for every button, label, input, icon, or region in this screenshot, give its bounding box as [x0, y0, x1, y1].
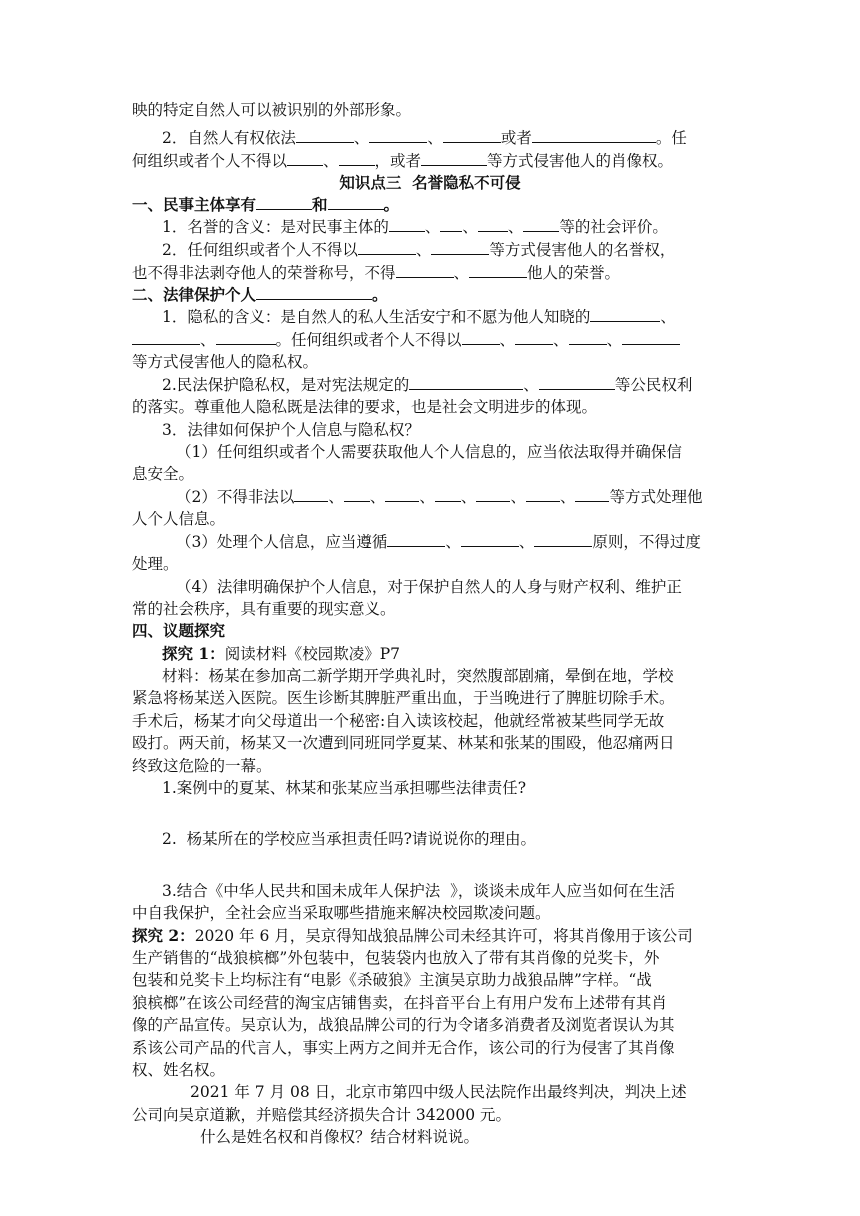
- text-line: （4）法律明确保护个人信息，对于保护自然人的人身与财产权利、维护正: [176, 578, 682, 596]
- text-line: 探究 1：阅读材料《校园欺凌》P7: [162, 644, 400, 663]
- text-line: 处理。: [132, 555, 179, 573]
- text-line: 紧急将杨某送入医院。医生诊断其脾脏严重出血，于当晚进行了脾脏切除手术。: [132, 689, 675, 707]
- text-line: 3．法律如何保护个人信息与隐私权？: [162, 421, 420, 439]
- text-line: 人个人信息。: [132, 510, 226, 528]
- question-line: 什么是姓名权和肖像权？结合材料说说。: [200, 1128, 480, 1146]
- text-line: 探究 2：2020 年 6 月，吴京得知战狼品牌公司未经其许可，将其肖像用于该公司: [132, 926, 693, 945]
- section-heading: 一、民事主体享有 和 。: [132, 196, 400, 214]
- text-line: （2）不得非法以 、 、 、 、 、 、 等方式处理他: [176, 488, 703, 506]
- text-line: 息安全。: [132, 465, 195, 483]
- text-line: 像的产品宣传。吴京认为，战狼品牌公司的行为令诸多消费者及浏览者误认为其: [132, 1016, 675, 1034]
- text-line: 权、姓名权。: [132, 1061, 226, 1079]
- question-line: 3.结合《中华人民共和国未成年人保护法 》，谈谈未成年人应当如何在生活: [162, 882, 675, 900]
- text-line: 1．隐私的含义：是自然人的私人生活安宁和不愿为他人知晓的 、: [162, 308, 676, 326]
- section-title: 知识点三 名誉隐私不可侵: [339, 174, 521, 192]
- text-line: 手术后，杨某才向父母道出一个秘密:自入读该校起，他就经常被某些同学无故: [132, 712, 665, 730]
- text-line: 2．自然人有权依法 、 、 或者 。任: [162, 129, 687, 147]
- text-line: 殴打。两天前，杨某又一次遭到同班同学夏某、林某和张某的围殴，他忍痛两日: [132, 734, 675, 752]
- text-line: 终致这危险的一幕。: [132, 757, 272, 775]
- text-line: 公司向吴京道歉，并赔偿其经济损失合计 342000 元。: [132, 1106, 512, 1124]
- text-line: 材料：杨某在参加高二新学期开学典礼时，突然腹部剧痛，晕倒在地，学校: [162, 667, 674, 685]
- text-line: 2．任何组织或者个人不得以 、 等方式侵害他人的名誉权，: [162, 241, 676, 259]
- text-line: 中自我保护，全社会应当采取哪些措施来解决校园欺凌问题。: [132, 904, 551, 922]
- text-line: 狼槟榔”在该公司经营的淘宝店铺售卖，在抖音平台上有用户发布上述带有其肖: [132, 994, 667, 1012]
- text-line: 2.民法保护隐私权，是对宪法规定的 、 等公民权利: [162, 376, 693, 394]
- text-line: 生产销售的“战狼槟榔”外包装中，包装袋内也放入了带有其肖像的兑奖卡，外: [132, 949, 660, 967]
- text-line: 系该公司产品的代言人，事实上两方之间并无合作，该公司的行为侵害了其肖像: [132, 1039, 675, 1057]
- text-line: 映的特定自然人可以被识别的外部形象。: [132, 101, 412, 119]
- text-line: 2021 年 7 月 08 日，北京市第四中级人民法院作出最终判决，判决上述: [190, 1083, 687, 1101]
- text-line: 也不得非法剥夺他人的荣誉称号，不得 、 他人的荣誉。: [132, 264, 621, 282]
- text-line: 、 。任何组织或者个人不得以 、 、 、: [132, 329, 732, 351]
- text-line: 包装和兑奖卡上均标注有“电影《杀破狼》主演吴京助力战狼品牌”字样。“战: [132, 971, 652, 989]
- text-line: 1．名誉的含义：是对民事主体的 、 、 、 等的社会评价。: [162, 218, 668, 236]
- text-line: （1）任何组织或者个人需要获取他人个人信息的，应当依法取得并确保信: [176, 443, 682, 461]
- section-heading: 四、议题探究: [132, 622, 226, 640]
- text-line: 的落实。尊重他人隐私既是法律的要求，也是社会文明进步的体现。: [132, 398, 598, 416]
- text-line: 常的社会秩序，具有重要的现实意义。: [132, 600, 396, 618]
- question-line: 2. 杨某所在的学校应当承担责任吗?请说说你的理由。: [162, 830, 536, 848]
- text-line: （3）处理个人信息，应当遵循 、 、 原则，不得过度: [176, 533, 701, 551]
- question-line: 1.案例中的夏某、林某和张某应当承担哪些法律责任?: [162, 779, 527, 797]
- text-line: 等方式侵害他人的隐私权。: [132, 353, 319, 371]
- text-line: 何组织或者个人不得以 、 ，或者 等方式侵害他人的肖像权。: [132, 152, 674, 170]
- section-heading: 二、法律保护个人 。: [132, 286, 388, 304]
